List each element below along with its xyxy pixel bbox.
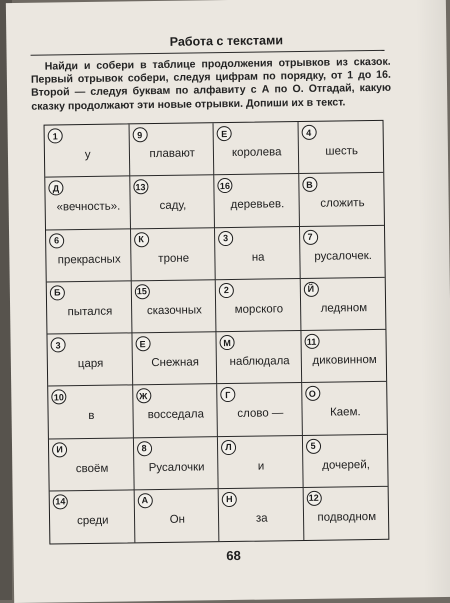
cell-word: сказочных — [146, 304, 202, 317]
circled-marker: Н — [222, 492, 237, 507]
cell-word: подводном — [317, 510, 377, 524]
table-cell — [129, 123, 214, 176]
cell-word: у — [84, 148, 91, 162]
table-cell — [133, 384, 218, 437]
circled-marker: 8 — [136, 441, 151, 456]
cell-word: плавают — [149, 147, 195, 161]
table-cell — [302, 434, 387, 487]
table-cell — [299, 225, 384, 278]
circled-marker: 10 — [51, 390, 66, 405]
circled-marker: 2 — [219, 283, 234, 298]
book-page — [6, 0, 450, 603]
table-cell — [302, 382, 387, 435]
circled-marker: 16 — [217, 178, 232, 193]
cell-word: слово — — [237, 407, 284, 421]
cell-word: Снежная — [151, 356, 199, 370]
word-puzzle-table — [44, 120, 390, 545]
cell-word: Каем. — [329, 406, 361, 419]
cell-word: дочерей, — [322, 458, 370, 472]
circled-marker: 7 — [303, 229, 318, 244]
cell-word: в — [88, 410, 95, 423]
table-cell — [215, 227, 300, 280]
cell-word: пытался — [67, 305, 113, 319]
table-cell — [214, 174, 299, 227]
circled-marker: Е — [217, 126, 232, 141]
cell-word: прекрасных — [57, 253, 121, 266]
cell-word: ледяном — [320, 301, 368, 315]
circled-marker: 3 — [51, 337, 66, 352]
cell-word: восседала — [147, 408, 205, 422]
table-cell — [130, 228, 215, 281]
circled-marker: М — [219, 335, 234, 350]
circled-marker: Ж — [136, 388, 151, 403]
table-cell — [217, 383, 302, 436]
circled-marker: Б — [50, 285, 65, 300]
table-cell — [216, 279, 301, 332]
circled-marker: 15 — [134, 284, 149, 299]
circled-marker: Й — [303, 282, 318, 297]
cell-word: Русалочки — [148, 460, 205, 474]
table-cell — [216, 331, 301, 384]
circled-marker: 5 — [305, 438, 320, 453]
cell-word: саду, — [159, 199, 187, 213]
cell-word: королева — [231, 146, 282, 159]
table-cell — [131, 280, 216, 333]
table-cell — [298, 121, 383, 174]
circled-marker: О — [305, 386, 320, 401]
cell-word: диковинном — [312, 353, 377, 367]
table-cell — [300, 278, 385, 331]
cell-word: на — [251, 251, 265, 264]
circled-marker: 4 — [301, 125, 316, 140]
cell-word: сложить — [320, 197, 365, 210]
table-cell — [46, 229, 131, 282]
circled-marker: 14 — [53, 494, 68, 509]
cell-word: троне — [158, 252, 190, 265]
table-cell — [132, 332, 217, 385]
circled-marker: 9 — [132, 127, 147, 142]
cell-word: и — [257, 460, 265, 473]
cell-word: русалочек. — [314, 249, 373, 263]
table-cell — [45, 177, 130, 230]
header-divider — [31, 50, 385, 56]
table-cell — [130, 175, 215, 228]
cell-word: царя — [77, 357, 104, 371]
table-cell — [219, 488, 304, 541]
table-cell — [214, 122, 299, 175]
circled-marker: 3 — [218, 230, 233, 245]
page-shadow — [416, 0, 450, 597]
circled-marker: В — [302, 177, 317, 192]
circled-marker: 12 — [306, 490, 321, 505]
table-cell — [134, 489, 219, 542]
cell-word: за — [255, 512, 268, 525]
table-cell — [49, 438, 134, 491]
table-cell — [299, 173, 384, 226]
circled-marker: 1 — [48, 128, 63, 143]
cell-word: Он — [169, 513, 186, 526]
circled-marker: 11 — [304, 334, 319, 349]
table-cell — [45, 124, 130, 177]
page-header-title: Работа с текстами — [169, 33, 284, 49]
table-cell — [303, 487, 388, 540]
table-cell — [48, 386, 133, 439]
circled-marker: Л — [221, 439, 236, 454]
cell-word: «вечность». — [56, 200, 121, 214]
circled-marker: А — [137, 493, 152, 508]
table-cell — [50, 490, 135, 543]
circled-marker: 13 — [133, 179, 148, 194]
cell-word: наблюдала — [229, 355, 290, 369]
circled-marker: К — [134, 232, 149, 247]
cell-word: своём — [75, 462, 109, 475]
circled-marker: 6 — [49, 233, 64, 248]
page-number: 68 — [226, 547, 241, 564]
circled-marker: Д — [48, 181, 63, 196]
task-instructions: Найди и собери в таблице продолжения отрывков из сказок. Первый отрывок собери, следуя цифрам по порядку, от 1 до 16. Второй — следуя буквам по алфавиту с А по О. Отгадай, какую сказку продолжают эти новые отрывки. Допиши их в текст. — [30, 55, 392, 113]
cell-word: шесть — [325, 145, 359, 158]
table-cell — [47, 333, 132, 386]
table-cell — [133, 437, 218, 490]
table-cell — [301, 330, 386, 383]
table-cell — [218, 436, 303, 489]
table-cell — [47, 281, 132, 334]
circled-marker: Е — [135, 336, 150, 351]
cell-word: среди — [77, 514, 109, 527]
cell-word: морского — [234, 303, 284, 316]
cell-word: деревьев. — [230, 198, 285, 212]
circled-marker: Г — [220, 387, 235, 402]
circled-marker: И — [52, 442, 67, 457]
